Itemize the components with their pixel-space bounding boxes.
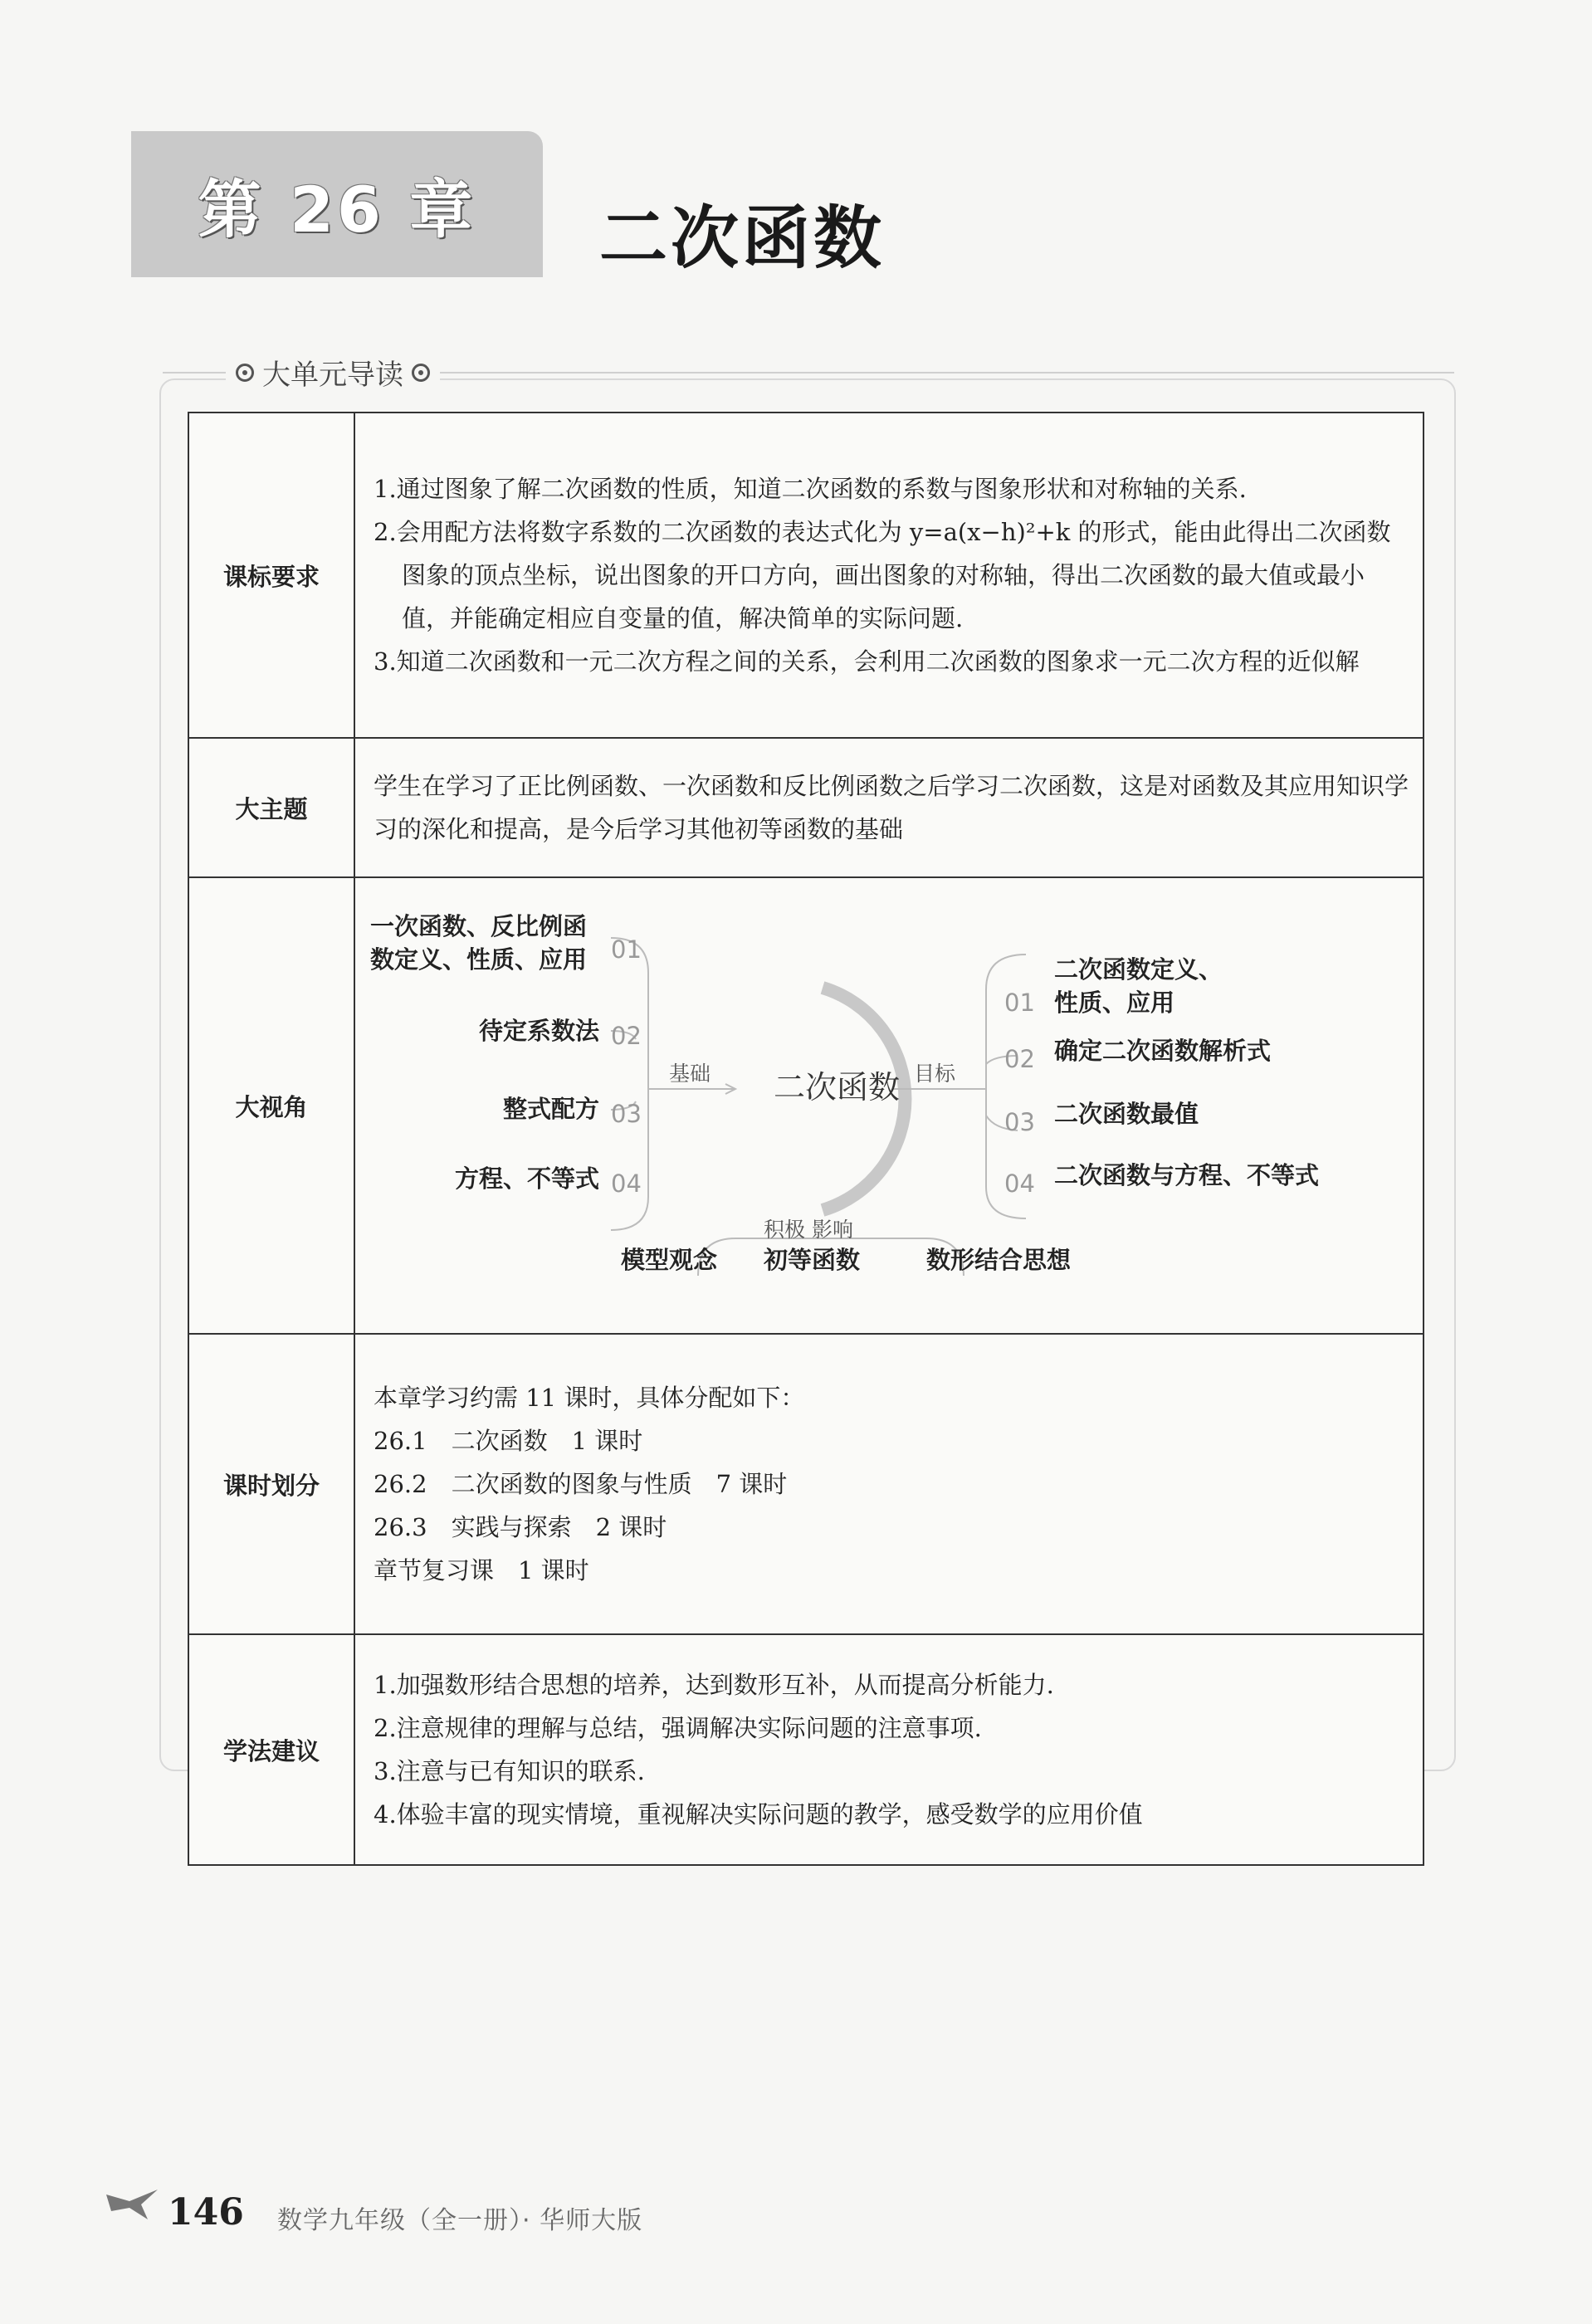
row-head-theme: 大主题 [188,738,354,877]
left-node-3: 整式配方 [502,1095,599,1123]
hours-item: 26.1 二次函数 1 课时 [374,1427,643,1455]
guide-table [188,412,1424,1866]
hours-intro: 本章学习约需 11 课时，具体分配如下： [374,1384,805,1412]
table-row-view [188,877,1424,1334]
requirement-item: 3.知道二次函数和一元二次方程之间的关系，会利用二次函数的图象求一元二次方程的近似解 [374,647,1360,676]
goal-tag: 目标 [914,1062,956,1086]
section-heading [226,352,440,393]
advice-item: 2.注意规律的理解与总结，强调解决实际问题的注意事项. [374,1714,982,1742]
bullet-circle-icon [236,364,254,382]
publisher-bird-icon [105,2186,159,2224]
left-num-2: 02 [611,1022,642,1050]
basis-tag: 基础 [669,1062,711,1086]
chapter-title: 二次函数 [599,199,886,278]
requirement-item: 2.会用配方法将数字系数的二次函数的表达式化为 y=a(x−h)²+k 的形式，能由此得出二次函数图象的顶点坐标，说出图象的开口方向，画出图象的对称轴，得出二次函数的最大值或最小值，并能确定相应自变量的值，解决简单的实际问题. [374,518,1391,632]
right-node-2: 确定二次函数解析式 [1054,1037,1272,1065]
chapter-tab [131,131,543,277]
requirement-item: 1.通过图象了解二次函数的性质，知道二次函数的系数与图象形状和对称轴的关系. [374,475,1247,503]
bullet-circle-icon [412,364,430,382]
left-node-1: 一次函数、反比例函数定义、性质、应用 [370,912,588,974]
hours-cell [354,1334,1424,1634]
advice-item: 3.注意与已有知识的联系. [374,1757,645,1785]
mind-map-center: 二次函数 [774,1069,901,1106]
right-num-4: 04 [1004,1169,1035,1198]
row-head-view: 大视角 [188,877,354,1334]
row-head-hours: 课时划分 [188,1334,354,1634]
right-node-4: 二次函数与方程、不等式 [1054,1161,1320,1189]
hours-item: 26.3 实践与探索 2 课时 [374,1513,667,1541]
chapter-label: 第 26 章 [198,172,476,247]
bottom-node-1: 模型观念 [621,1246,718,1274]
hours-item: 26.2 二次函数的图象与性质 7 课时 [374,1470,788,1498]
table-row-advice [188,1634,1424,1865]
left-num-4: 04 [611,1169,642,1198]
bottom-node-3: 数形结合思想 [926,1246,1072,1274]
right-num-1: 01 [1004,989,1035,1017]
row-head-advice: 学法建议 [188,1634,354,1865]
right-num-2: 02 [1004,1045,1035,1073]
right-num-3: 03 [1004,1108,1035,1136]
section-label-text: 大单元导读 [262,359,403,392]
hours-item: 章节复习课 1 课时 [374,1556,589,1584]
requirements-cell [354,413,1424,738]
advice-item: 4.体验丰富的现实情境，重视解决实际问题的教学，感受数学的应用价值 [374,1800,1143,1828]
advice-cell [354,1634,1424,1865]
view-cell [354,877,1424,1334]
right-node-3: 二次函数最值 [1054,1100,1199,1128]
page-number: 146 [168,2191,244,2234]
impact-tag: 积极 影响 [764,1218,853,1242]
bottom-node-2: 初等函数 [764,1246,861,1274]
left-num-1: 01 [611,935,642,964]
table-row-hours [188,1334,1424,1634]
table-row-theme [188,738,1424,877]
mind-map [362,898,1416,1313]
row-head-requirements: 课标要求 [188,413,354,738]
table-row-requirements [188,413,1424,738]
right-node-1: 二次函数定义、性质、应用 [1054,955,1223,1017]
left-num-3: 03 [611,1100,642,1128]
advice-item: 1.加强数形结合思想的培养，达到数形互补，从而提高分析能力. [374,1671,1054,1699]
theme-text: 学生在学习了正比例函数、一次函数和反比例函数之后学习二次函数，这是对函数及其应用知识学习的深化和提高，是今后学习其他初等函数的基础 [354,738,1424,877]
book-title: 数学九年级（全一册）· 华师大版 [277,2206,643,2235]
left-node-4: 方程、不等式 [454,1164,599,1193]
left-node-2: 待定系数法 [478,1017,599,1045]
